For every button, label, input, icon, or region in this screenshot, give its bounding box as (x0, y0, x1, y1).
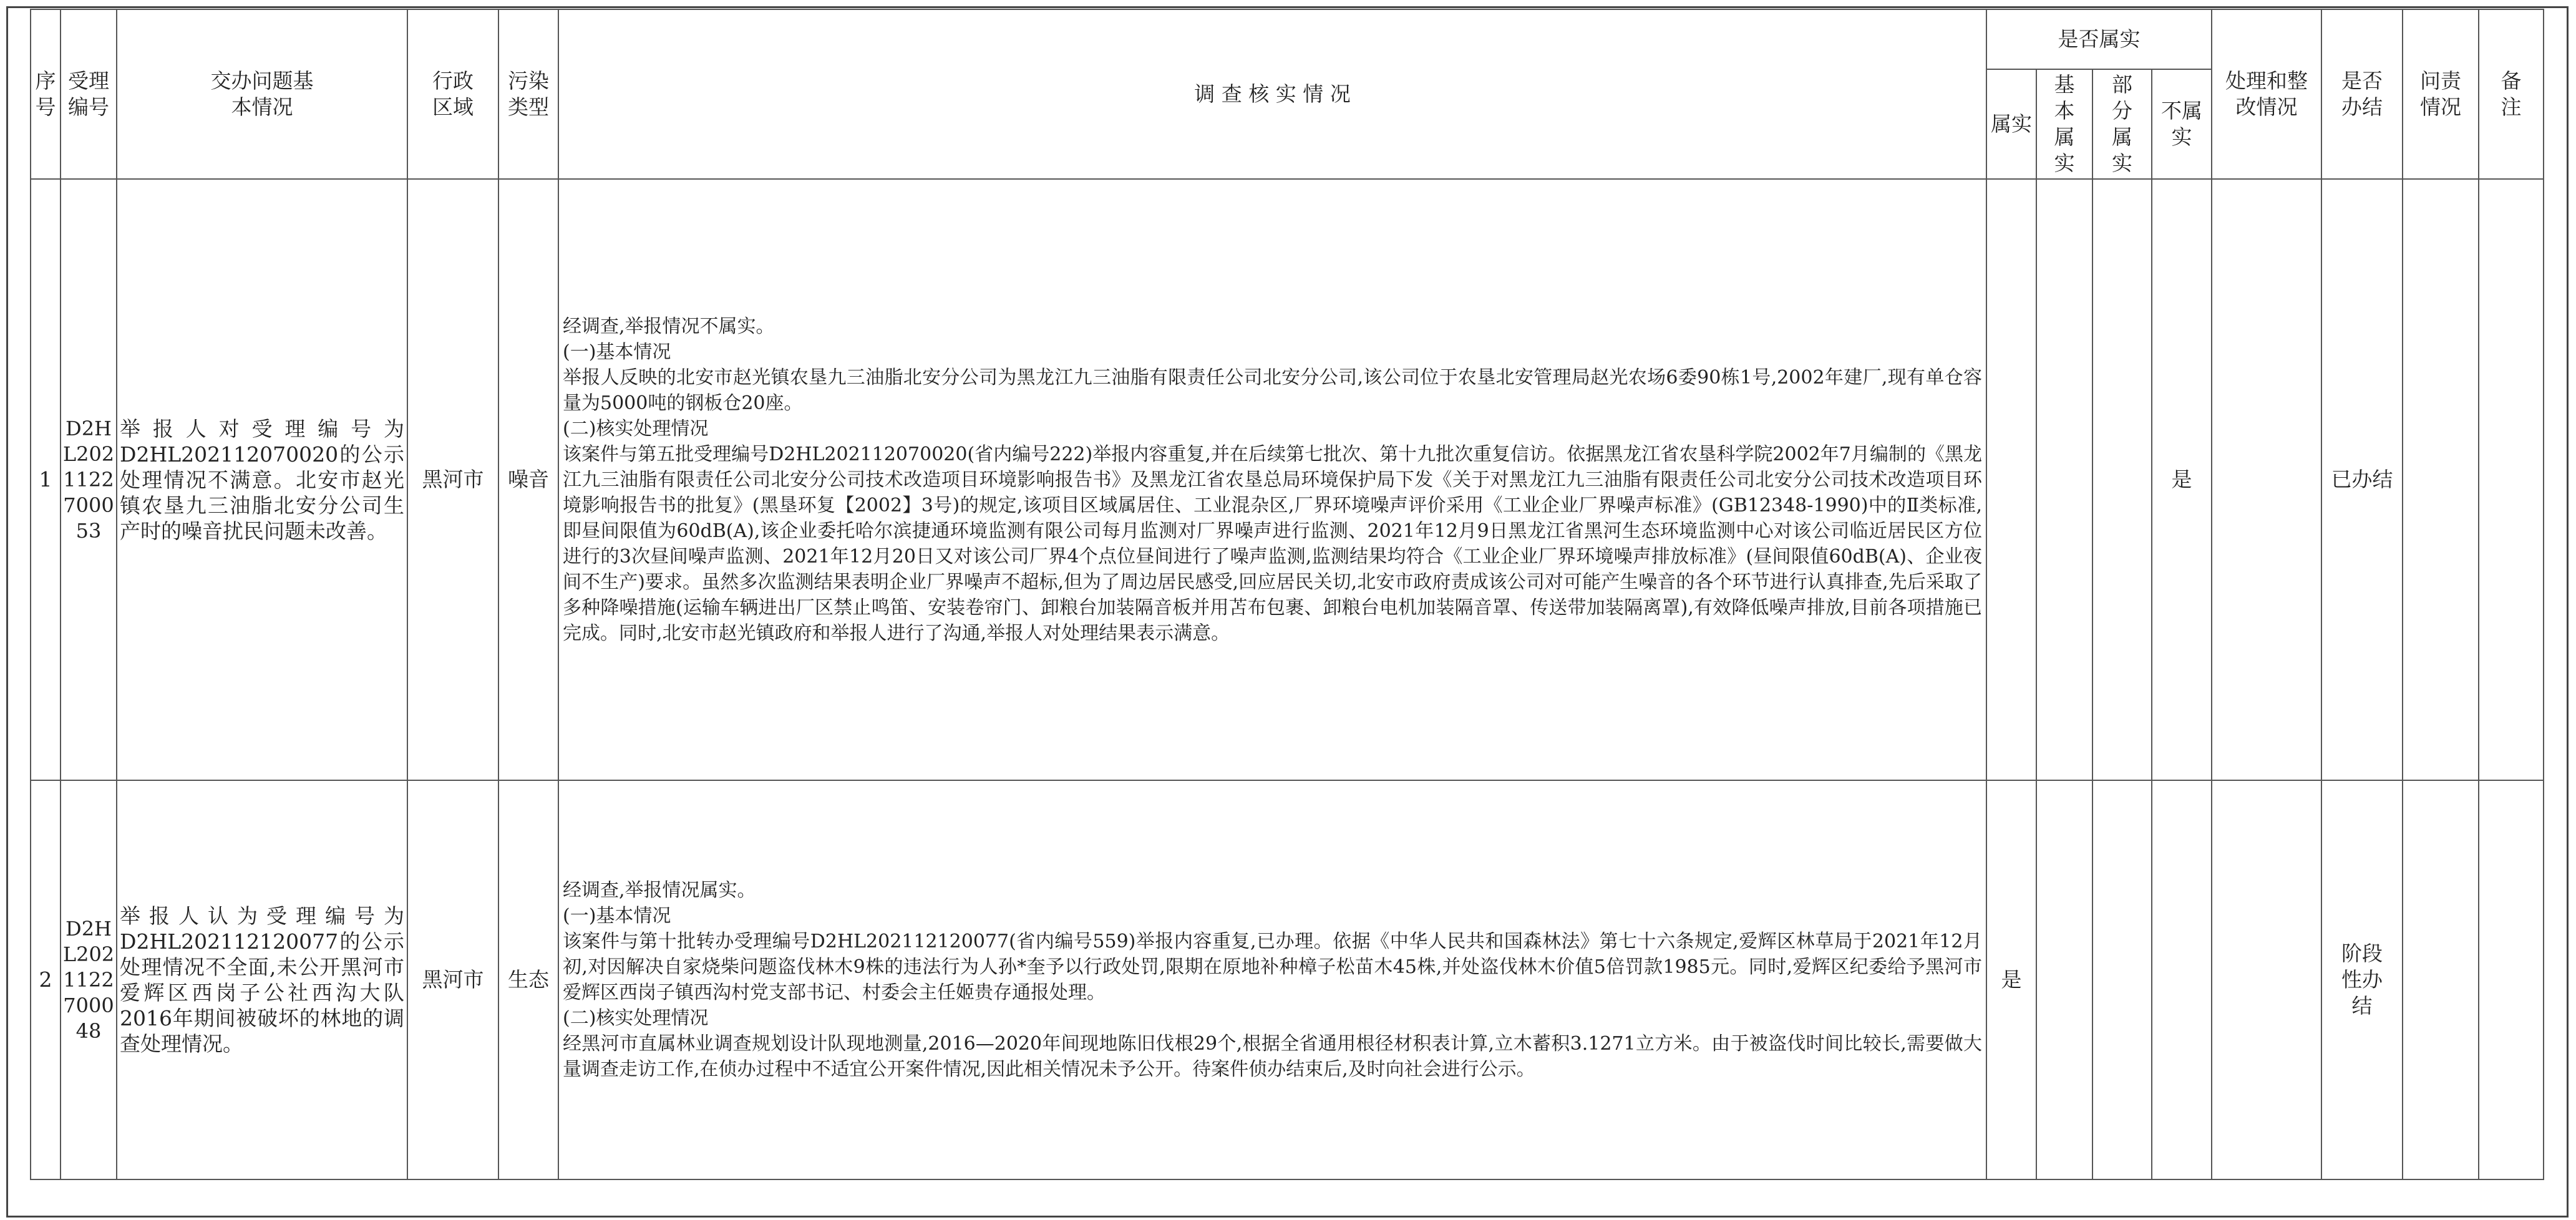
row-accountability (2403, 780, 2479, 1179)
detail-line: 该案件与第十批转办受理编号D2HL202112120077(省内编号559)举报内容重复,已办理。依据《中华人民共和国森林法》第七十六条规定,爱辉区林草局于2021年12月初,对因解决自家烧柴问题盗伐林木9株的违法行为人孙*奎予以行政处罚,限期在原地补种樟子松苗木45株,并处盗伐林木价值5倍罚款1985元。同时,爱辉区纪委给予黑河市爱辉区西岗子镇西沟村党支部书记、村委会主任姬贵存通报处理。 (563, 931, 1982, 1004)
header-remark: 备注 (2479, 9, 2544, 179)
row-truth-yes (1986, 179, 2036, 780)
row-issue: 举报人对受理编号为D2HL202112070020的公示处理情况不满意。北安市赵光镇农垦九三油脂北安分公司生产时的噪音扰民问题未改善。 (117, 179, 407, 780)
header-detail: 调 查 核 实 情 况 (558, 9, 1986, 179)
row-truth-basic (2036, 179, 2092, 780)
header-accountability: 问责情况 (2403, 9, 2479, 179)
row-handling (2212, 780, 2321, 1179)
detail-line: 经调查,举报情况不属实。 (563, 315, 775, 337)
row-seq: 1 (31, 179, 61, 780)
detail-line: (二)核实处理情况 (563, 1007, 709, 1029)
table-row (31, 780, 2544, 1179)
row-closed: 已办结 (2321, 179, 2403, 780)
header-code: 受理编号 (61, 9, 117, 179)
row-remark (2479, 179, 2544, 780)
detail-line: 该案件与第五批受理编号D2HL202112070020(省内编号222)举报内容重复,并在后续第七批次、第十九批次重复信访。依据黑龙江省农垦科学院2002年7月编制的《黑龙江九三油脂有限责任公司北安分公司技术改造项目环境影响报告书》及黑龙江省农垦总局环境保护局下发《关于对黑龙江九三油脂有限责任公司北安分公司技术改造项目环境影响报告书的批复》(黑垦环复【2002】3号)的规定,该项目区域属居住、工业混杂区,厂界环境噪声评价采用《工业企业厂界噪声标准》(GB12348-1990)中的Ⅱ类标准,即昼间限值为60dB(A),该企业委托哈尔滨捷通环境监测有限公司每月监测对厂界噪声进行监测、2021年12月9日黑龙江省黑河生态环境监测中心对该公司临近居民区方位进行的3次昼间噪声监测、2021年12月20日又对该公司厂界4个点位昼间进行了噪声监测,监测结果均符合《工业企业厂界环境噪声排放标准》(昼间限值60dB(A)、企业夜间不生产)要求。虽然多次监测结果表明企业厂界噪声不超标,但为了周边居民感受,回应居民关切,北安市政府责成该公司对可能产生噪音的各个环节进行认真排查,先后采取了多种降噪措施(运输车辆进出厂区禁止鸣笛、安装卷帘门、卸粮台加装隔音板并用苫布包裹、卸粮台电机加装隔音罩、传送带加装隔离罩),有效降低噪声排放,目前各项措施已完成。同时,北安市赵光镇政府和举报人进行了沟通,举报人对处理结果表示满意。 (563, 443, 1982, 644)
header-handling: 处理和整改情况 (2212, 9, 2321, 179)
row-region: 黑河市 (407, 179, 498, 780)
header-truth-no: 不属实 (2152, 69, 2212, 179)
row-closed: 阶段性办结 (2321, 780, 2403, 1179)
table-row (31, 179, 2544, 780)
row-issue: 举报人认为受理编号为D2HL202112120077的公示处理情况不全面,未公开黑河市爱辉区西岗子公社西沟大队2016年期间被破坏的林地的调查处理情况。 (117, 780, 407, 1179)
row-remark (2479, 780, 2544, 1179)
header-truth-yes: 属实 (1986, 69, 2036, 179)
row-region: 黑河市 (407, 780, 498, 1179)
row-truth-no (2152, 780, 2212, 1179)
row-detail (558, 179, 1986, 780)
row-pollution: 生态 (498, 780, 558, 1179)
header-truth-group: 是否属实 (1986, 9, 2212, 69)
header-truth-basic: 基本属实 (2036, 69, 2092, 179)
header-seq: 序号 (31, 9, 61, 179)
row-truth-yes: 是 (1986, 780, 2036, 1179)
row-handling (2212, 179, 2321, 780)
header-truth-partial: 部分属实 (2092, 69, 2152, 179)
detail-line: (二)核实处理情况 (563, 417, 709, 440)
detail-line: 经黑河市直属林业调查规划设计队现地测量,2016—2020年间现地陈旧伐根29个,根据全省通用根径材积表计算,立木蓄积3.1271立方米。由于被盗伐时间比较长,需要做大量调查走访工作,在侦办过程中不适宜公开案件情况,因此相关情况未予公开。待案件侦办结束后,及时向社会进行公示。 (563, 1033, 1982, 1080)
report-table (30, 9, 2544, 1180)
detail-line: 经调查,举报情况属实。 (563, 879, 756, 901)
detail-line: 举报人反映的北安市赵光镇农垦九三油脂北安分公司为黑龙江九三油脂有限责任公司北安分公司,该公司位于农垦北安管理局赵光农场6委90栋1号,2002年建厂,现有单仓容量为5000吨的钢板仓20座。 (563, 366, 1982, 414)
row-truth-no: 是 (2152, 179, 2212, 780)
header-region: 行政区域 (407, 9, 498, 179)
row-pollution: 噪音 (498, 179, 558, 780)
row-seq: 2 (31, 780, 61, 1179)
detail-line: (一)基本情况 (563, 905, 671, 927)
row-accountability (2403, 179, 2479, 780)
row-code: D2HL2021122700048 (61, 780, 117, 1179)
header-pollution: 污染类型 (498, 9, 558, 179)
header-issue: 交办问题基本情况 (117, 9, 407, 179)
row-truth-partial (2092, 179, 2152, 780)
row-truth-basic (2036, 780, 2092, 1179)
row-code: D2HL2021122700053 (61, 179, 117, 780)
row-detail (558, 780, 1986, 1179)
row-truth-partial (2092, 780, 2152, 1179)
header-closed: 是否办结 (2321, 9, 2403, 179)
detail-line: (一)基本情况 (563, 341, 671, 363)
